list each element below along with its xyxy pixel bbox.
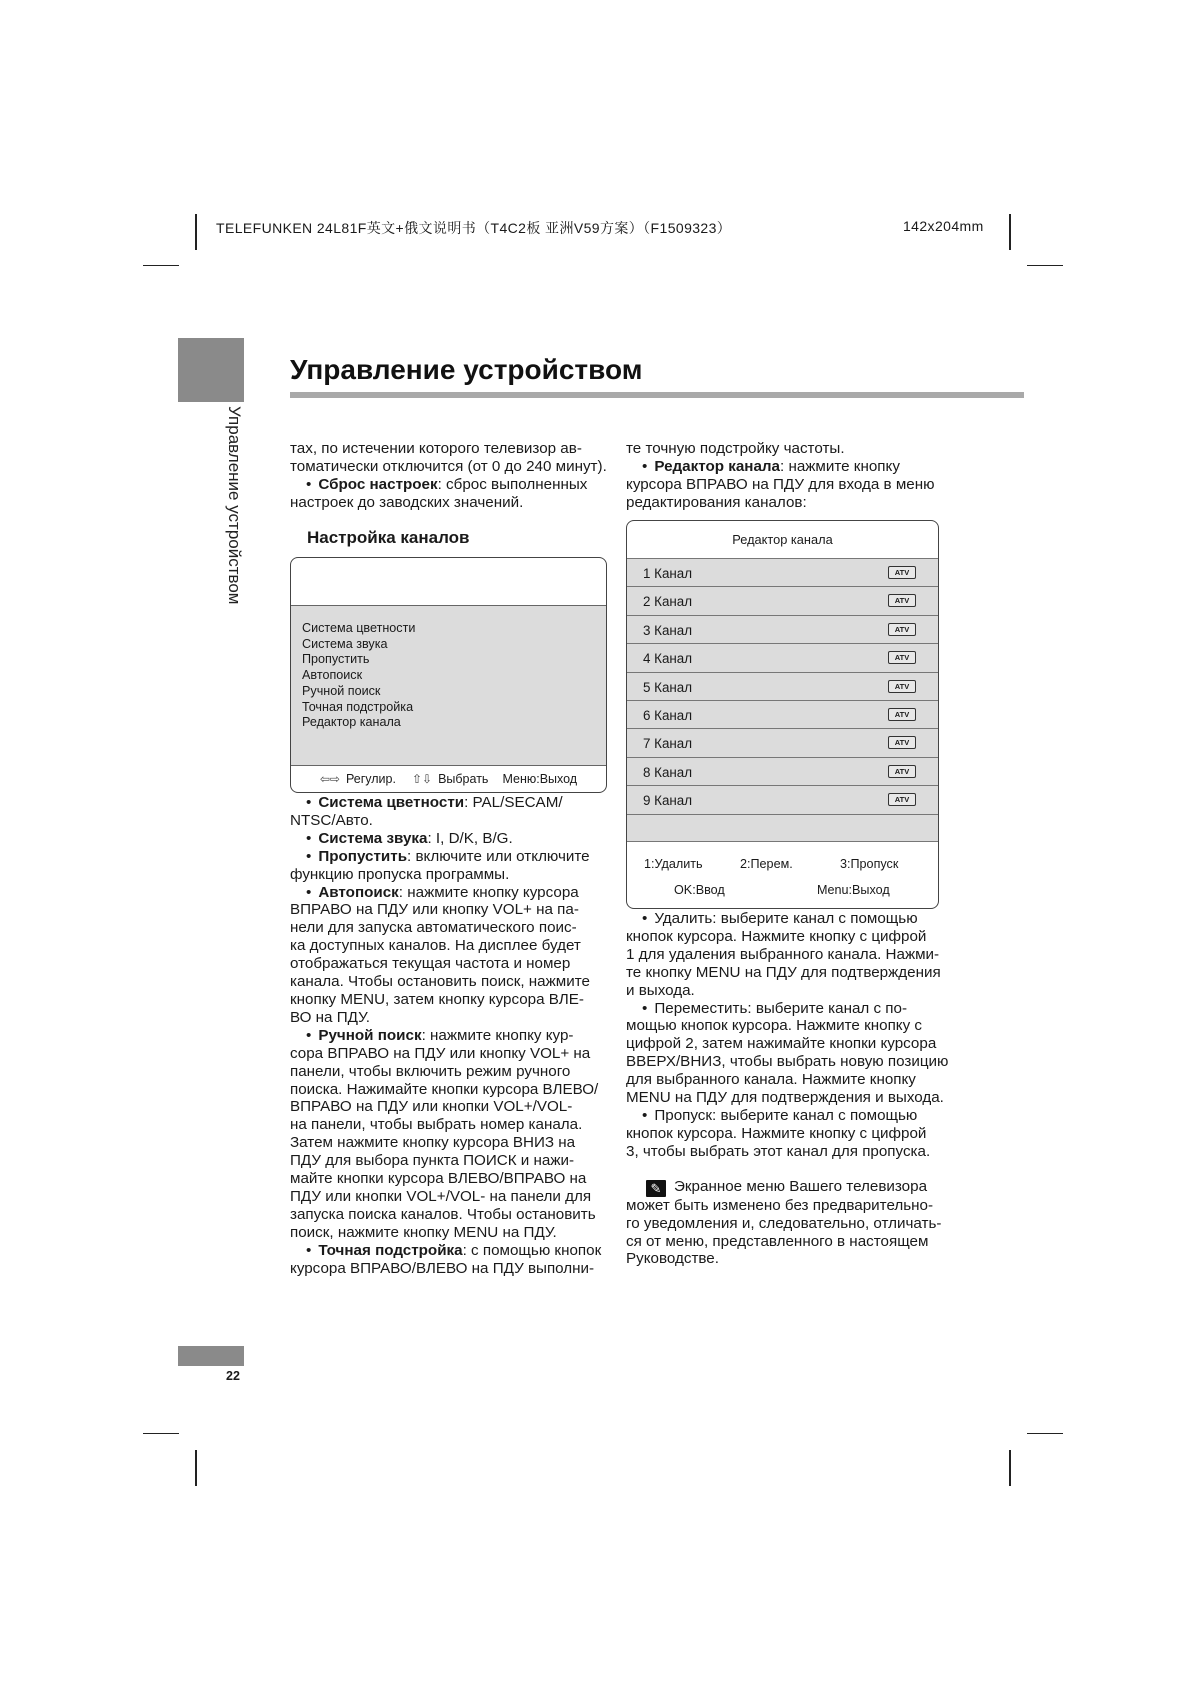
move-paragraph: • Переместить: выберите канал с по-: [626, 1000, 956, 1018]
text-line: мощью кнопок курсора. Нажмите кнопку с: [626, 1017, 923, 1035]
channel-label: 9 Канал: [643, 793, 693, 809]
channel-row[interactable]: [627, 700, 938, 728]
auto-search-paragraph: • Автопоиск: нажмите кнопку курсора: [290, 884, 610, 902]
menu-item-skip[interactable]: Пропустить: [302, 652, 370, 667]
crop-mark: [1027, 1433, 1063, 1434]
up-down-arrows-icon: ⇧⇩: [411, 772, 433, 786]
crop-mark: [143, 265, 179, 266]
text-line: может быть изменено без предварительно-: [626, 1196, 934, 1214]
channel-label: 6 Канал: [643, 707, 693, 723]
right-column-body: [626, 910, 956, 1268]
left-column-body: [290, 794, 610, 1277]
side-tab-label: Управление устройством: [225, 406, 244, 605]
section-heading: Настройка каналов: [307, 528, 470, 547]
page-title: Управление устройством: [290, 354, 643, 385]
text-line: ся от меню, представленного в настоящем: [626, 1232, 929, 1250]
text-line: ПДУ для выбора пункта ПОИСК и нажи-: [290, 1152, 575, 1170]
paragraph: настроек до заводских значений.: [290, 493, 524, 511]
text-line: ПДУ или кнопки VOL+/VOL- на панели для: [290, 1187, 592, 1205]
footer-select-label: Выбрать: [438, 772, 489, 786]
atv-badge: ATV: [888, 793, 916, 806]
channel-label: 8 Канал: [643, 764, 693, 780]
paragraph: томатически отключится (от 0 до 240 минут).: [290, 457, 607, 475]
atv-badge: ATV: [888, 594, 916, 607]
page-number-bar: [178, 1346, 244, 1366]
footer-adjust-label: Регулир.: [345, 772, 396, 786]
channel-row[interactable]: [627, 558, 938, 586]
left-column-top: [290, 440, 610, 512]
channel-editor-menu: [626, 520, 939, 909]
text-line: кнопку MENU, затем кнопку курсора ВЛЕ-: [290, 990, 584, 1008]
crop-mark: [195, 214, 197, 250]
menu-items: [302, 621, 415, 731]
text-line: канала. Чтобы остановить поиск, нажмите: [290, 973, 590, 991]
text-line: ВВЕРХ/ВНИЗ, чтобы выбрать новую позицию: [626, 1053, 949, 1071]
atv-badge: ATV: [888, 736, 916, 749]
skip-paragraph: • Пропустить: включите или отключите: [290, 848, 610, 866]
paragraph: функцию пропуска программы.: [290, 865, 510, 883]
channel-label: 3 Канал: [643, 622, 693, 638]
text-line: кнопок курсора. Нажмите кнопку с цифрой: [626, 1124, 927, 1142]
note-pencil-icon: ✎: [646, 1180, 666, 1197]
text-line: на панели, чтобы выбрать номер канала.: [290, 1116, 583, 1134]
text-line: и выхода.: [626, 981, 695, 999]
text-line: 3, чтобы выбрать этот канал для пропуска.: [626, 1142, 931, 1160]
paragraph: NTSC/Авто.: [290, 811, 373, 829]
atv-badge: ATV: [888, 566, 916, 579]
atv-badge: ATV: [888, 765, 916, 778]
sound-system-paragraph: • Система звука: I, D/K, B/G.: [290, 830, 610, 848]
key-move-hint: 2:Перем.: [740, 857, 793, 871]
crop-mark: [195, 1450, 197, 1486]
text-line: Руководстве.: [626, 1250, 719, 1268]
text-line: ка доступных каналов. На дисплее будет: [290, 937, 581, 955]
channel-row[interactable]: [627, 757, 938, 785]
channel-row[interactable]: [627, 586, 938, 614]
menu-footer: [291, 765, 606, 792]
crop-mark: [1009, 1450, 1011, 1486]
text-line: те кнопку MENU на ПДУ для подтверждения: [626, 963, 941, 981]
editor-title: Редактор канала: [732, 532, 833, 547]
text-line: ВПРАВО на ПДУ или кнопки VOL+/VOL-: [290, 1098, 573, 1116]
text-line: 1 для удаления выбранного канала. Нажми-: [626, 945, 940, 963]
text-line: нели для запуска автоматического поис-: [290, 919, 577, 937]
paragraph: курсора ВПРАВО на ПДУ для входа в меню: [626, 475, 935, 493]
channel-row[interactable]: [627, 785, 938, 813]
skip-channel-paragraph: • Пропуск: выберите канал с помощью: [626, 1107, 956, 1125]
text-line: ВО на ПДУ.: [290, 1008, 370, 1026]
channel-list: [627, 558, 938, 842]
key-delete-hint: 1:Удалить: [644, 857, 703, 871]
channel-row[interactable]: [627, 615, 938, 643]
channel-label: 7 Канал: [643, 736, 693, 752]
text-line: поиск, нажмите кнопку MENU на ПДУ.: [290, 1223, 557, 1241]
paragraph: те точную подстройку частоты.: [626, 440, 845, 457]
key-skip-hint: 3:Пропуск: [840, 857, 899, 871]
text-line: для выбранного канала. Нажмите кнопку: [626, 1071, 916, 1089]
text-line: поиска. Нажимайте кнопки курсора ВЛЕВО/: [290, 1080, 599, 1098]
atv-badge: ATV: [888, 623, 916, 636]
footer-exit-label: Меню:Выход: [502, 772, 578, 786]
color-system-paragraph: • Система цветности: PAL/SECAM/: [290, 794, 610, 812]
document-id: TELEFUNKEN 24L81F英文+俄文说明书（T4C2板 亚洲V59方案）（F1509323）: [216, 220, 732, 236]
manual-search-paragraph: • Ручной поиск: нажмите кнопку кур-: [290, 1027, 610, 1045]
atv-badge: ATV: [888, 708, 916, 721]
page-size-label: 142x204mm: [903, 218, 984, 234]
channel-label: 4 Канал: [643, 651, 693, 667]
text-line: го уведомления и, следовательно, отличать-: [626, 1214, 942, 1232]
channel-label: 1 Канал: [643, 566, 693, 581]
channel-row[interactable]: [627, 643, 938, 671]
menu-item-channel-editor[interactable]: Редактор канала: [302, 715, 401, 730]
delete-paragraph: • Удалить: выберите канал с помощью: [626, 910, 956, 928]
channel-label: 5 Канал: [643, 679, 693, 695]
text-line: кнопок курсора. Нажмите кнопку с цифрой: [626, 927, 927, 945]
menu-item-manual-search[interactable]: Ручной поиск: [302, 683, 381, 698]
crop-mark: [143, 1433, 179, 1434]
text-line: MENU на ПДУ для подтверждения и выхода.: [626, 1089, 944, 1107]
text-line: сора ВПРАВО на ПДУ или кнопку VOL+ на: [290, 1044, 591, 1062]
note-paragraph: ✎ Экранное меню Вашего телевизора: [626, 1178, 956, 1197]
menu-list-area: [291, 605, 606, 766]
text-line: цифрой 2, затем нажимайте кнопки курсора: [626, 1035, 937, 1053]
editor-footer: [627, 853, 938, 905]
fine-tune-paragraph: • Точная подстройка: с помощью кнопок: [290, 1242, 610, 1260]
key-exit-hint: Menu:Выход: [817, 883, 890, 897]
right-column-top: [626, 440, 946, 512]
atv-badge: ATV: [888, 680, 916, 693]
reset-paragraph: • Сброс настроек: сброс выполненных: [290, 476, 610, 494]
key-ok-hint: OK:Ввод: [674, 883, 725, 897]
paragraph: курсора ВПРАВО/ВЛЕВО на ПДУ выполни-: [290, 1259, 595, 1277]
channel-label: 2 Канал: [643, 594, 693, 610]
text-line: отображаться текущая частота и номер: [290, 955, 571, 973]
atv-badge: ATV: [888, 651, 916, 664]
paragraph: редактирования каналов:: [626, 493, 807, 511]
text-line: майте кнопки курсора ВЛЕВО/ВПРАВО на: [290, 1170, 587, 1188]
menu-item-sound-system[interactable]: Система звука: [302, 636, 388, 651]
channel-row[interactable]: [627, 728, 938, 756]
channel-setup-menu: [290, 557, 607, 793]
left-right-arrows-icon: ⇦⇨: [319, 772, 340, 786]
menu-item-auto-search[interactable]: Автопоиск: [302, 668, 363, 683]
paragraph: тах, по истечении которого телевизор ав-: [290, 440, 582, 457]
text-line: запуска поиска каналов. Чтобы остановить: [290, 1205, 596, 1223]
text-line: ВПРАВО на ПДУ или кнопку VOL+ на па-: [290, 901, 579, 919]
menu-item-fine-tune[interactable]: Точная подстройка: [302, 699, 414, 714]
channel-row-empty: [627, 814, 938, 842]
title-rule: [290, 392, 1024, 398]
menu-item-color-system[interactable]: Система цветности: [302, 621, 416, 635]
page-number: 22: [226, 1369, 240, 1383]
side-tab-block: [178, 338, 244, 402]
text-line: Затем нажмите кнопку курсора ВНИЗ на: [290, 1134, 576, 1152]
channel-editor-paragraph: • Редактор канала: нажмите кнопку: [626, 458, 946, 476]
crop-mark: [1009, 214, 1011, 250]
channel-row[interactable]: [627, 672, 938, 700]
text-line: панели, чтобы включить режим ручного: [290, 1062, 571, 1080]
crop-mark: [1027, 265, 1063, 266]
